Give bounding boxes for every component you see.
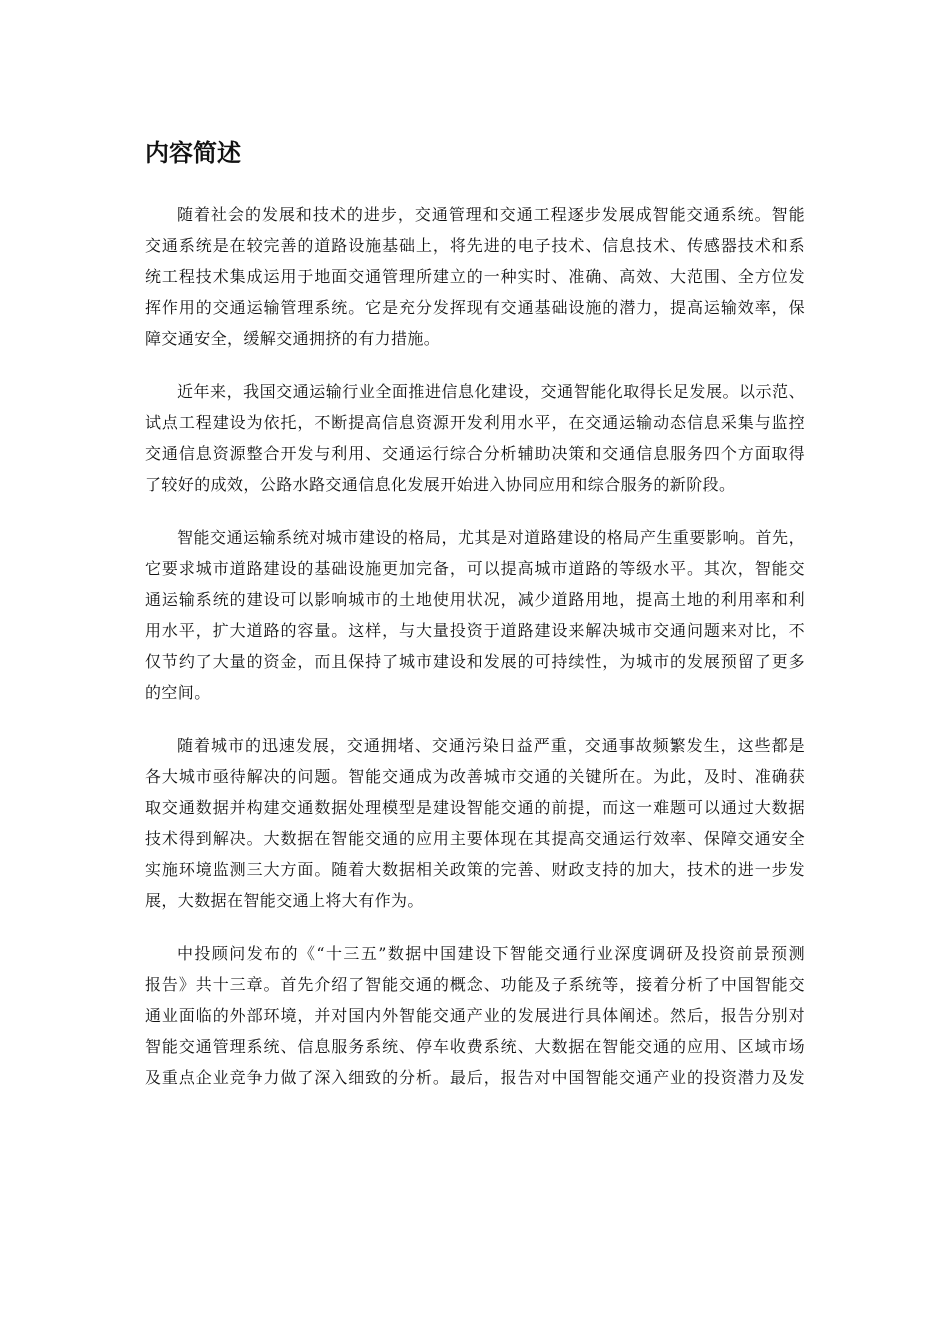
paragraph <box>145 522 805 708</box>
paragraph-line: 随着社会的发展和技术的进步，交通管理和交通工程逐步发展成智能交通系统。智能 <box>177 205 805 224</box>
paragraph-line: 挥作用的交通运输管理系统。它是充分发挥现有交通基础设施的潜力，提高运输效率，保 <box>145 298 805 317</box>
paragraph-line: 通业面临的外部环境，并对国内外智能交通产业的发展进行具体阐述。然后，报告分别对 <box>145 1006 805 1025</box>
paragraph-line: 随着城市的迅速发展，交通拥堵、交通污染日益严重，交通事故频繁发生，这些都是 <box>177 736 805 755</box>
body-text <box>145 199 805 1093</box>
paragraph-line: 通运输系统的建设可以影响城市的土地使用状况，减少道路用地，提高土地的利用率和利 <box>145 590 805 609</box>
paragraph <box>145 199 805 354</box>
paragraph-line: 障交通安全，缓解交通拥挤的有力措施。 <box>145 329 441 348</box>
paragraph <box>145 938 805 1093</box>
paragraph <box>145 730 805 916</box>
paragraph-line: 技术得到解决。大数据在智能交通的应用主要体现在其提高交通运行效率、保障交通安全 <box>145 829 805 848</box>
section-heading: 内容简述 <box>145 139 241 167</box>
paragraph-line: 试点工程建设为依托，不断提高信息资源开发利用水平，在交通运输动态信息采集与监控 <box>145 413 805 432</box>
paragraph-line: 展，大数据在智能交通上将大有作为。 <box>145 891 424 910</box>
paragraph-line: 各大城市亟待解决的问题。智能交通成为改善城市交通的关键所在。为此，及时、准确获 <box>145 767 805 786</box>
paragraph-line: 智能交通运输系统对城市建设的格局，尤其是对道路建设的格局产生重要影响。首先， <box>177 528 805 547</box>
paragraph-line: 它要求城市道路建设的基础设施更加完备，可以提高城市道路的等级水平。其次，智能交 <box>145 559 805 578</box>
paragraph <box>145 376 805 500</box>
paragraph-line: 近年来，我国交通运输行业全面推进信息化建设，交通智能化取得长足发展。以示范、 <box>177 382 805 401</box>
paragraph-line: 取交通数据并构建交通数据处理模型是建设智能交通的前提，而这一难题可以通过大数据 <box>145 798 805 817</box>
paragraph-line: 实施环境监测三大方面。随着大数据相关政策的完善、财政支持的加大，技术的进一步发 <box>145 860 805 879</box>
paragraph-line: 交通信息资源整合开发与利用、交通运行综合分析辅助决策和交通信息服务四个方面取得 <box>145 444 805 463</box>
paragraph-line: 仅节约了大量的资金，而且保持了城市建设和发展的可持续性，为城市的发展预留了更多 <box>145 652 805 671</box>
paragraph-line: 及重点企业竞争力做了深入细致的分析。最后，报告对中国智能交通产业的投资潜力及发 <box>145 1068 805 1087</box>
paragraph-line: 交通系统是在较完善的道路设施基础上，将先进的电子技术、信息技术、传感器技术和系 <box>145 236 805 255</box>
paragraph-line: 智能交通管理系统、信息服务系统、停车收费系统、大数据在智能交通的应用、区域市场 <box>145 1037 805 1056</box>
paragraph-line: 报告》共十三章。首先介绍了智能交通的概念、功能及子系统等，接着分析了中国智能交 <box>145 975 805 994</box>
paragraph-line: 了较好的成效，公路水路交通信息化发展开始进入协同应用和综合服务的新阶段。 <box>145 475 736 494</box>
paragraph-line: 统工程技术集成运用于地面交通管理所建立的一种实时、准确、高效、大范围、全方位发 <box>145 267 805 286</box>
paragraph-line: 用水平，扩大道路的容量。这样，与大量投资于道路建设来解决城市交通问题来对比，不 <box>145 621 805 640</box>
paragraph-line: 的空间。 <box>145 683 211 702</box>
paragraph-line: 中投顾问发布的《“十三五”数据中国建设下智能交通行业深度调研及投资前景预测 <box>177 944 805 963</box>
